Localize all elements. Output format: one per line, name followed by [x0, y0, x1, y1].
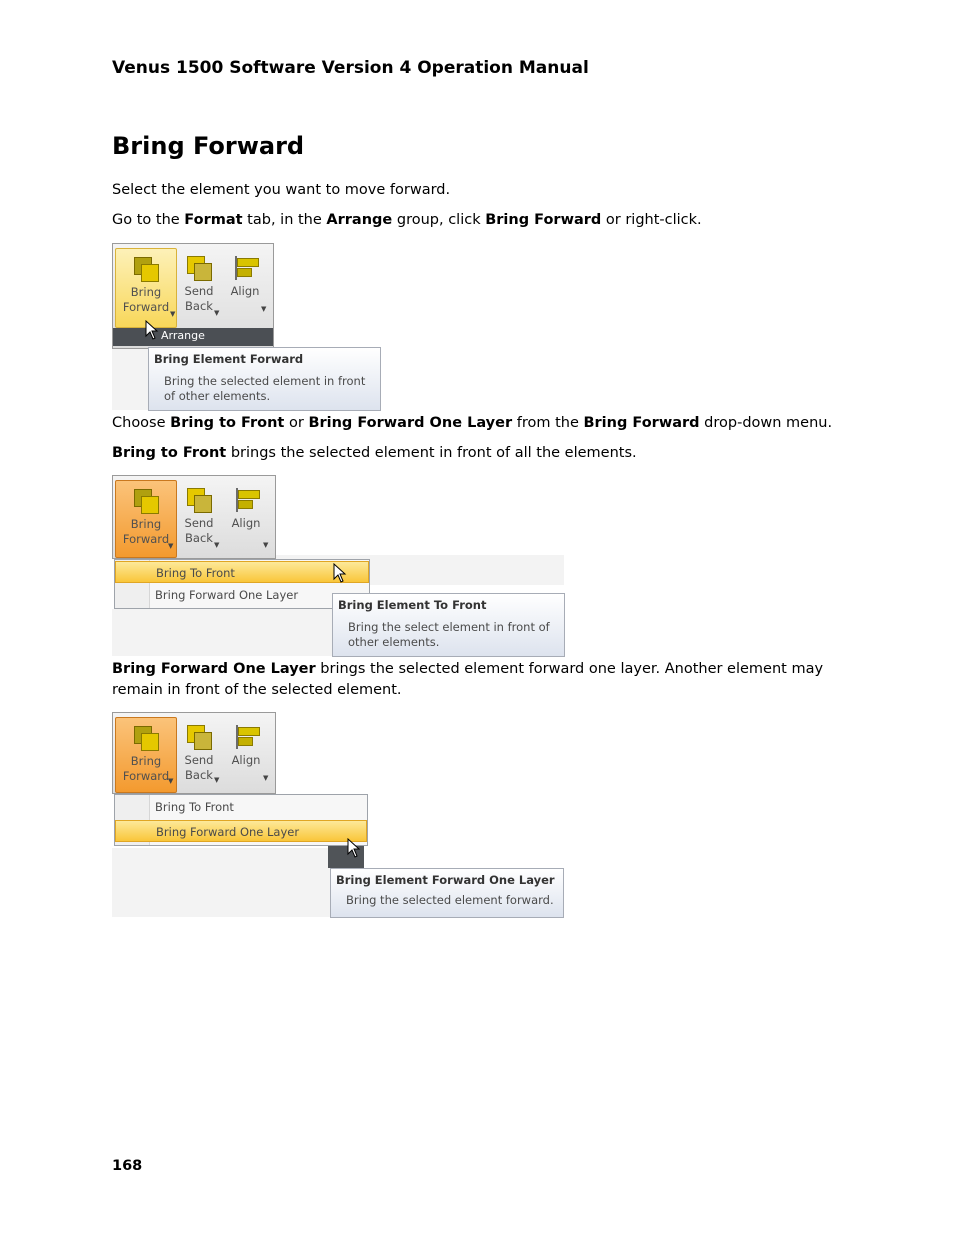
screenshot-bring-forward-one-layer-menu	[112, 712, 564, 917]
screenshot-bring-forward-button	[112, 243, 380, 410]
ribbon-arrange-group	[112, 475, 276, 559]
send-back-button[interactable]: Send Back ▼	[177, 248, 221, 326]
dropdown-caret-icon: ▼	[263, 774, 269, 782]
tooltip-bring-element-forward: Bring Element Forward Bring the selected element in front of other elements.	[148, 347, 381, 411]
dropdown-caret-icon: ▼	[168, 777, 174, 785]
dropdown-caret-icon: ▼	[261, 305, 267, 313]
bring-forward-icon	[134, 489, 158, 513]
mouse-cursor-icon	[333, 563, 347, 583]
send-back-button[interactable]: Send Back ▼	[177, 717, 221, 791]
menu-item-bring-to-front[interactable]: Bring To Front	[115, 561, 369, 583]
bring-forward-button[interactable]: Bring Forward ▼	[115, 717, 177, 793]
bring-forward-dropdown-menu	[114, 794, 368, 846]
page-number: 168	[112, 1158, 143, 1174]
menu-item-bring-to-front[interactable]: Bring To Front	[155, 800, 234, 814]
document-header: Venus 1500 Software Version 4 Operation Manual	[112, 58, 589, 78]
dropdown-caret-icon: ▼	[263, 541, 269, 549]
tooltip-bring-element-to-front: Bring Element To Front Bring the select element in front of other elements.	[332, 593, 565, 657]
paragraph-choose-option: Choose Bring to Front or Bring Forward One Layer from the Bring Forward drop-down menu.	[112, 415, 833, 431]
align-button[interactable]: Align ▼	[223, 248, 267, 308]
menu-item-bring-forward-one-layer[interactable]: Bring Forward One Layer	[115, 820, 367, 842]
bring-forward-icon	[134, 726, 158, 750]
align-icon	[234, 725, 258, 749]
align-button[interactable]: Align ▼	[223, 717, 269, 777]
paragraph-bring-to-front: Bring to Front brings the selected element in front of all the elements.	[112, 445, 637, 461]
align-icon	[233, 256, 257, 280]
send-back-button[interactable]: Send Back ▼	[177, 480, 221, 556]
tooltip-bring-element-forward-one-layer: Bring Element Forward One Layer Bring the selected element forward.	[330, 868, 564, 918]
send-back-icon	[187, 488, 211, 512]
send-back-icon	[187, 256, 211, 280]
ribbon-arrange-group	[112, 712, 276, 794]
paragraph-select-element: Select the element you want to move forward.	[112, 182, 451, 198]
paragraph-bring-forward-one-layer: Bring Forward One Layer brings the selected element forward one layer. Another element may remain in front of the selected element.	[112, 661, 824, 698]
align-icon	[234, 488, 258, 512]
screenshot-bring-to-front-menu	[112, 475, 564, 656]
arrange-group-label: Arrange	[113, 328, 273, 346]
dropdown-caret-icon: ▼	[214, 776, 220, 784]
send-back-icon	[187, 725, 211, 749]
dropdown-caret-icon: ▼	[214, 541, 220, 549]
dropdown-caret-icon: ▼	[168, 542, 174, 550]
mouse-cursor-icon	[145, 320, 159, 340]
ribbon-arrange-group	[112, 243, 274, 349]
align-button[interactable]: Align ▼	[223, 480, 269, 540]
bring-forward-button[interactable]: Bring Forward ▼	[115, 248, 177, 328]
section-title: Bring Forward	[112, 132, 305, 160]
mouse-cursor-icon	[347, 838, 361, 858]
paragraph-format-tab: Go to the Format tab, in the Arrange group, click Bring Forward or right-click.	[112, 212, 702, 228]
bring-forward-button[interactable]: Bring Forward ▼	[115, 480, 177, 558]
dropdown-caret-icon: ▼	[170, 310, 176, 318]
bring-forward-icon	[134, 257, 158, 281]
menu-item-bring-forward-one-layer[interactable]: Bring Forward One Layer	[155, 588, 299, 602]
dropdown-caret-icon: ▼	[214, 309, 220, 317]
